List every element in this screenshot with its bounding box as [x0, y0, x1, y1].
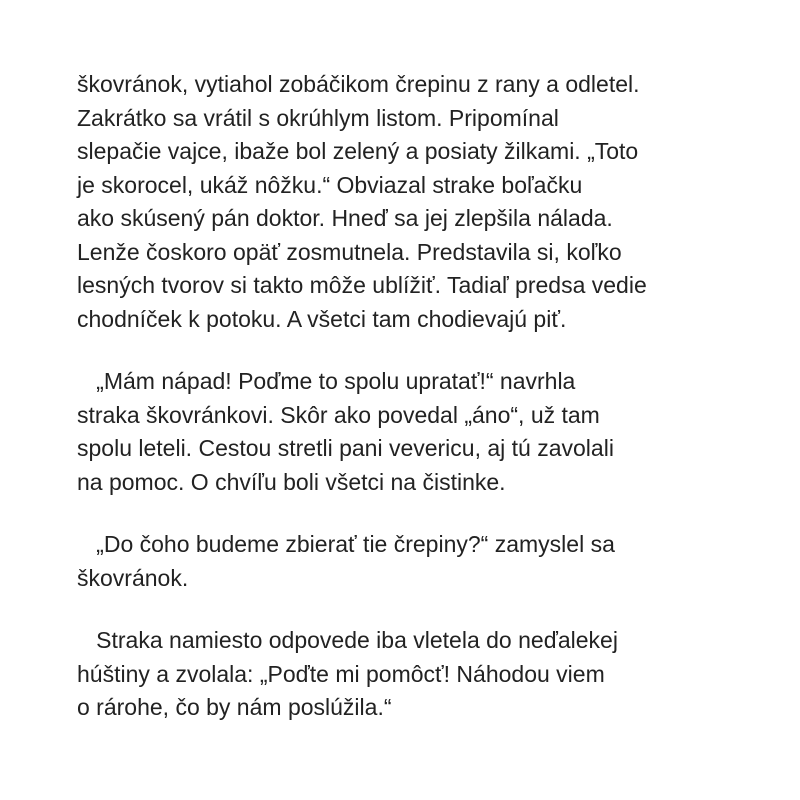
text-line: „Mám nápad! Poďme to spolu upratať!“ navrhla	[77, 368, 576, 394]
paragraph-3	[77, 528, 777, 595]
text-line: lesných tvorov si takto môže ublížiť. Tadiaľ predsa vedie	[77, 272, 647, 298]
text-line: spolu leteli. Cestou stretli pani vevericu, aj tú zavolali	[77, 435, 614, 461]
text-line: na pomoc. O chvíľu boli všetci na čistinke.	[77, 468, 506, 495]
text-line: škovránok.	[77, 564, 189, 591]
paragraph-2	[77, 365, 777, 499]
text-line: ako skúsený pán doktor. Hneď sa jej zlepšila nálada.	[77, 205, 613, 231]
text-line: Straka namiesto odpovede iba vletela do neďalekej	[77, 627, 618, 653]
text-line: húštiny a zvolala: „Poďte mi pomôcť! Náhodou viem	[77, 660, 605, 687]
text-line: „Do čoho budeme zbierať tie črepiny?“ zamyslel sa	[77, 531, 615, 557]
paragraph-1	[77, 68, 777, 336]
text-line: o rárohe, čo by nám poslúžila.“	[77, 694, 392, 720]
text-line: Lenže čoskoro opäť zosmutnela. Predstavila si, koľko	[77, 238, 622, 265]
text-line: je skorocel, ukáž nôžku.“ Obviazal strake boľačku	[77, 171, 583, 198]
text-line: straka škovránkovi. Skôr ako povedal „áno“, už tam	[77, 401, 600, 428]
text-line: chodníček k potoku. A všetci tam chodievajú piť.	[77, 305, 567, 332]
paragraph-4	[77, 624, 777, 725]
text-line: Zakrátko sa vrátil s okrúhlym listom. Pripomínal	[77, 104, 559, 131]
story-text	[77, 68, 777, 725]
text-line: škovránok, vytiahol zobáčikom črepinu z rany a odletel.	[77, 71, 640, 97]
text-line: slepačie vajce, ibaže bol zelený a posiaty žilkami. „Toto	[77, 138, 639, 164]
